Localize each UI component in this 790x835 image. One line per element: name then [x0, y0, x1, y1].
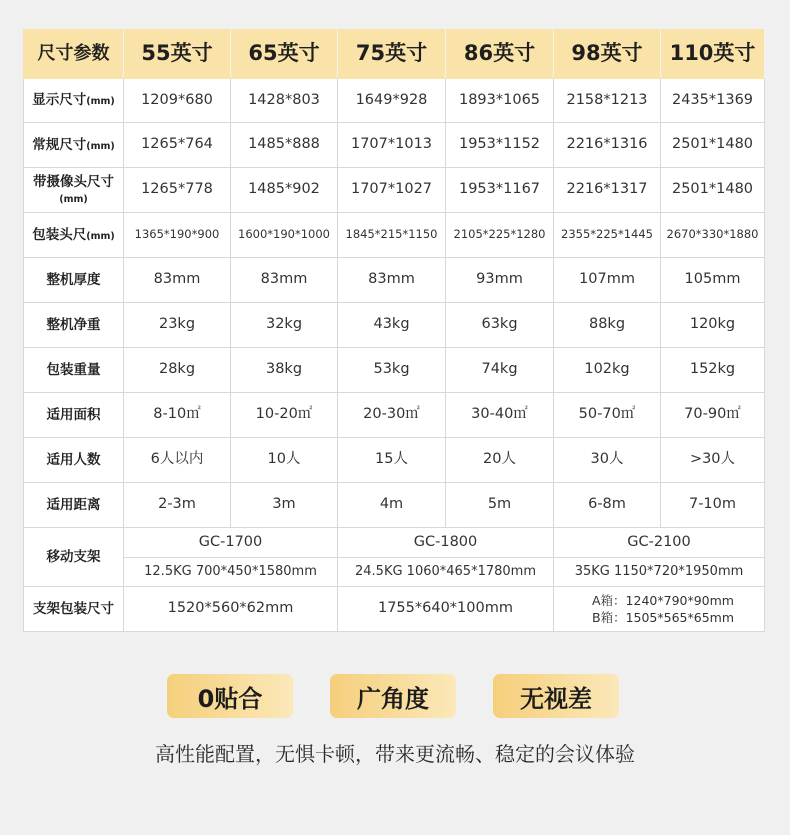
- cell: 20人: [446, 438, 554, 483]
- cell: 20-30㎡: [338, 393, 446, 438]
- label-distance: 适用距离: [24, 483, 124, 528]
- header-65: 65英寸: [231, 30, 338, 79]
- cell: 3m: [231, 483, 338, 528]
- tag-wide-angle: 广角度: [330, 674, 456, 718]
- cell: 2216*1317: [554, 168, 661, 213]
- row-net-weight: [24, 303, 765, 348]
- stand-spec: 24.5KG 1060*465*1780mm: [338, 558, 554, 587]
- label-area: 适用面积: [24, 393, 124, 438]
- cell: 1265*778: [124, 168, 231, 213]
- cell: 120kg: [661, 303, 765, 348]
- cell: 2501*1480: [661, 123, 765, 168]
- cell: 10-20㎡: [231, 393, 338, 438]
- cell: 102kg: [554, 348, 661, 393]
- cell: 8-10㎡: [124, 393, 231, 438]
- header-55: 55英寸: [124, 30, 231, 79]
- cell: 28kg: [124, 348, 231, 393]
- cell: 1265*764: [124, 123, 231, 168]
- cell: 53kg: [338, 348, 446, 393]
- label-package-weight: 包装重量: [24, 348, 124, 393]
- header-86: 86英寸: [446, 30, 554, 79]
- cell: 1953*1167: [446, 168, 554, 213]
- cell: 83mm: [338, 258, 446, 303]
- tag-no-parallax: 无视差: [493, 674, 619, 718]
- cell: 83mm: [231, 258, 338, 303]
- cell: 2435*1369: [661, 79, 765, 123]
- box-b: B箱：1505*565*65mm: [592, 610, 735, 625]
- row-package-weight: [24, 348, 765, 393]
- feature-tags: [0, 674, 790, 718]
- cell: 2501*1480: [661, 168, 765, 213]
- cell: 1428*803: [231, 79, 338, 123]
- cell: 1893*1065: [446, 79, 554, 123]
- cell: 1600*190*1000: [231, 213, 338, 258]
- row-regular-size: [24, 123, 765, 168]
- cell: 107mm: [554, 258, 661, 303]
- cell: 2670*330*1880: [661, 213, 765, 258]
- cell: 1209*680: [124, 79, 231, 123]
- stand-model: GC-1800: [338, 528, 554, 558]
- cell: 1365*190*900: [124, 213, 231, 258]
- stand-spec: 35KG 1150*720*1950mm: [554, 558, 765, 587]
- header-98: 98英寸: [554, 30, 661, 79]
- cell: 1485*902: [231, 168, 338, 213]
- cell: 4m: [338, 483, 446, 528]
- label-stand-package: 支架包装尺寸: [24, 587, 124, 632]
- cell: 2216*1316: [554, 123, 661, 168]
- row-distance: [24, 483, 765, 528]
- cell: 152kg: [661, 348, 765, 393]
- label-display-size: 显示尺寸(mm): [24, 79, 124, 123]
- cell: 70-90㎡: [661, 393, 765, 438]
- cell: 30人: [554, 438, 661, 483]
- cell: 88kg: [554, 303, 661, 348]
- cell: 6-8m: [554, 483, 661, 528]
- cell: 1707*1027: [338, 168, 446, 213]
- cell: 43kg: [338, 303, 446, 348]
- cell: 1953*1152: [446, 123, 554, 168]
- cell: 63kg: [446, 303, 554, 348]
- cell: 1845*215*1150: [338, 213, 446, 258]
- cell: >30人: [661, 438, 765, 483]
- label-net-weight: 整机净重: [24, 303, 124, 348]
- row-stand-models: [24, 528, 765, 558]
- cell: 6人以内: [124, 438, 231, 483]
- tag-zero-fit: 0贴合: [167, 674, 293, 718]
- header-spec: 尺寸参数: [24, 30, 124, 79]
- row-stand-package: [24, 587, 765, 632]
- cell: 50-70㎡: [554, 393, 661, 438]
- row-people: [24, 438, 765, 483]
- box-a: A箱：1240*790*90mm: [592, 592, 734, 608]
- slogan: 高性能配置，无惧卡顿，带来更流畅、稳定的会议体验: [155, 742, 635, 766]
- spec-table: [23, 29, 765, 632]
- stand-model: GC-2100: [554, 528, 765, 558]
- cell: 2158*1213: [554, 79, 661, 123]
- header-110: 110英寸: [661, 30, 765, 79]
- row-display-size: [24, 79, 765, 123]
- cell: 74kg: [446, 348, 554, 393]
- cell: 32kg: [231, 303, 338, 348]
- cell: 1520*560*62mm: [124, 587, 338, 632]
- label-camera-size: 带摄像头尺寸 (mm): [24, 168, 124, 213]
- stand-spec: 12.5KG 700*450*1580mm: [124, 558, 338, 587]
- cell: 1707*1013: [338, 123, 446, 168]
- label-people: 适用人数: [24, 438, 124, 483]
- cell: 1649*928: [338, 79, 446, 123]
- cell: 93mm: [446, 258, 554, 303]
- cell: 2105*225*1280: [446, 213, 554, 258]
- cell: 38kg: [231, 348, 338, 393]
- header-75: 75英寸: [338, 30, 446, 79]
- cell: 83mm: [124, 258, 231, 303]
- label-regular-size: 常规尺寸(mm): [24, 123, 124, 168]
- cell: 7-10m: [661, 483, 765, 528]
- cell: 1755*640*100mm: [338, 587, 554, 632]
- header-row: [24, 30, 765, 79]
- cell: 30-40㎡: [446, 393, 554, 438]
- label-thickness: 整机厚度: [24, 258, 124, 303]
- label-stand: 移动支架: [24, 528, 124, 587]
- cell: 10人: [231, 438, 338, 483]
- row-stand-specs: [24, 558, 765, 587]
- label-package-size: 包装头尺(mm): [24, 213, 124, 258]
- cell: 1485*888: [231, 123, 338, 168]
- row-package-size: [24, 213, 765, 258]
- cell: 2-3m: [124, 483, 231, 528]
- stand-package-boxes: [554, 587, 765, 632]
- row-camera-size: [24, 168, 765, 213]
- cell: 2355*225*1445: [554, 213, 661, 258]
- cell: 23kg: [124, 303, 231, 348]
- cell: 105mm: [661, 258, 765, 303]
- cell: 15人: [338, 438, 446, 483]
- stand-model: GC-1700: [124, 528, 338, 558]
- row-area: [24, 393, 765, 438]
- row-thickness: [24, 258, 765, 303]
- cell: 5m: [446, 483, 554, 528]
